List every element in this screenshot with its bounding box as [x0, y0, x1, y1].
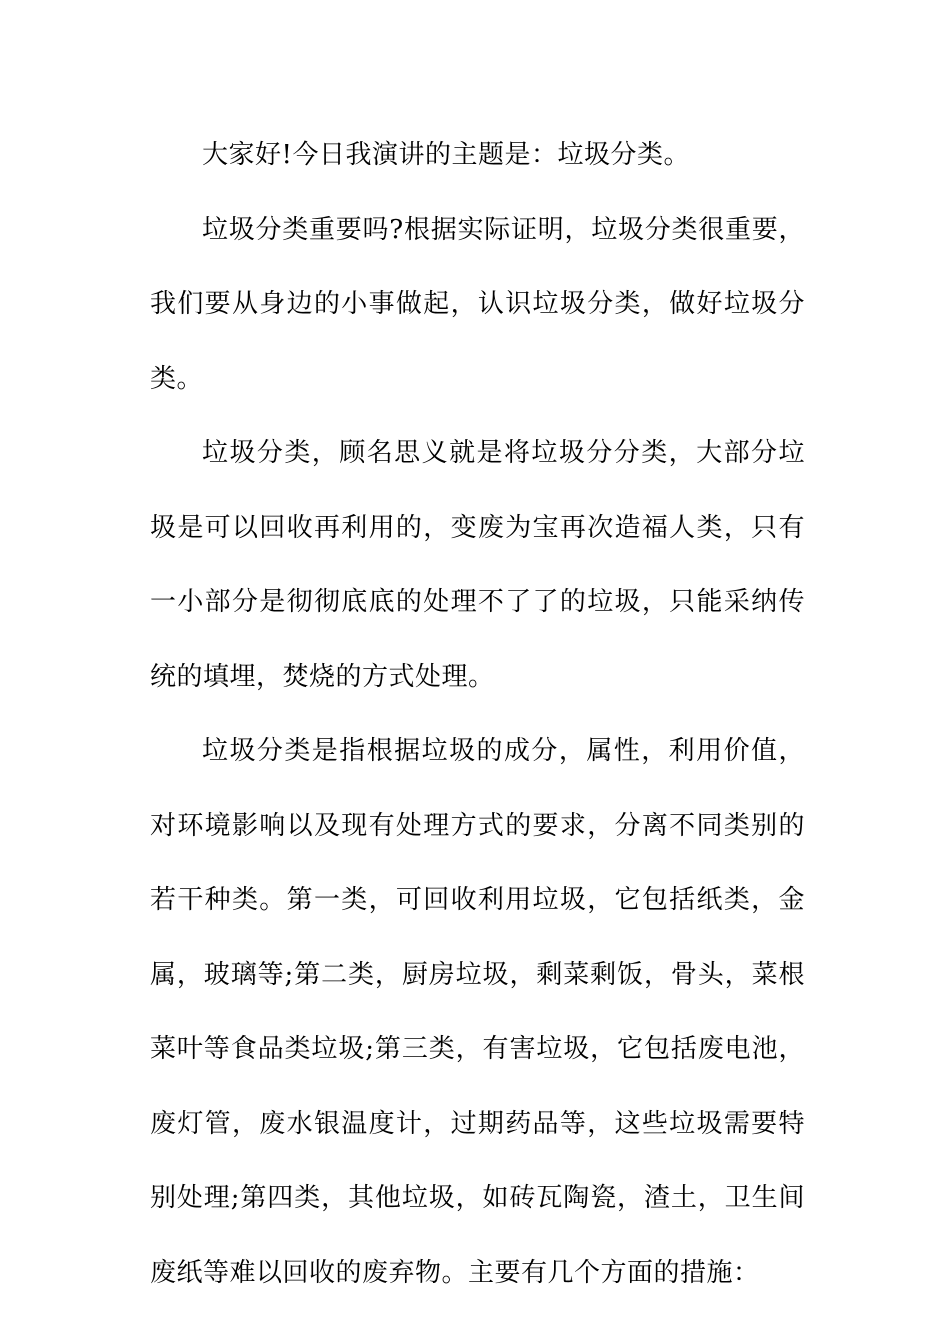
document-body: [150, 118, 805, 1310]
paragraph-importance: 垃圾分类重要吗?根据实际证明，垃圾分类很重要，我们要从身边的小事做起，认识垃圾分类，做好垃圾分类。: [150, 214, 805, 394]
paragraph-definition: 垃圾分类，顾名思义就是将垃圾分分类，大部分垃圾是可以回收再利用的，变废为宝再次造福人类，只有一小部分是彻彻底底的处理不了了的垃圾，只能采纳传统的填埋，焚烧的方式处理。: [150, 438, 805, 692]
paragraph-greeting: 大家好!今日我演讲的主题是：垃圾分类。: [202, 140, 690, 170]
paragraph-categories: 垃圾分类是指根据垃圾的成分，属性，利用价值，对环境影响以及现有处理方式的要求，分离不同类别的若干种类。第一类，可回收利用垃圾，它包括纸类，金属，玻璃等;第二类，厨房垃圾，剩菜剩饭，骨头，菜根菜叶等食品类垃圾;第三类，有害垃圾，它包括废电池，废灯管，废水银温度计，过期药品等，这些垃圾需要特别处理;第四类，其他垃圾，如砖瓦陶瓷，渣土，卫生间废纸等难以回收的废弃物。主要有几个方面的措施：: [150, 736, 805, 1288]
